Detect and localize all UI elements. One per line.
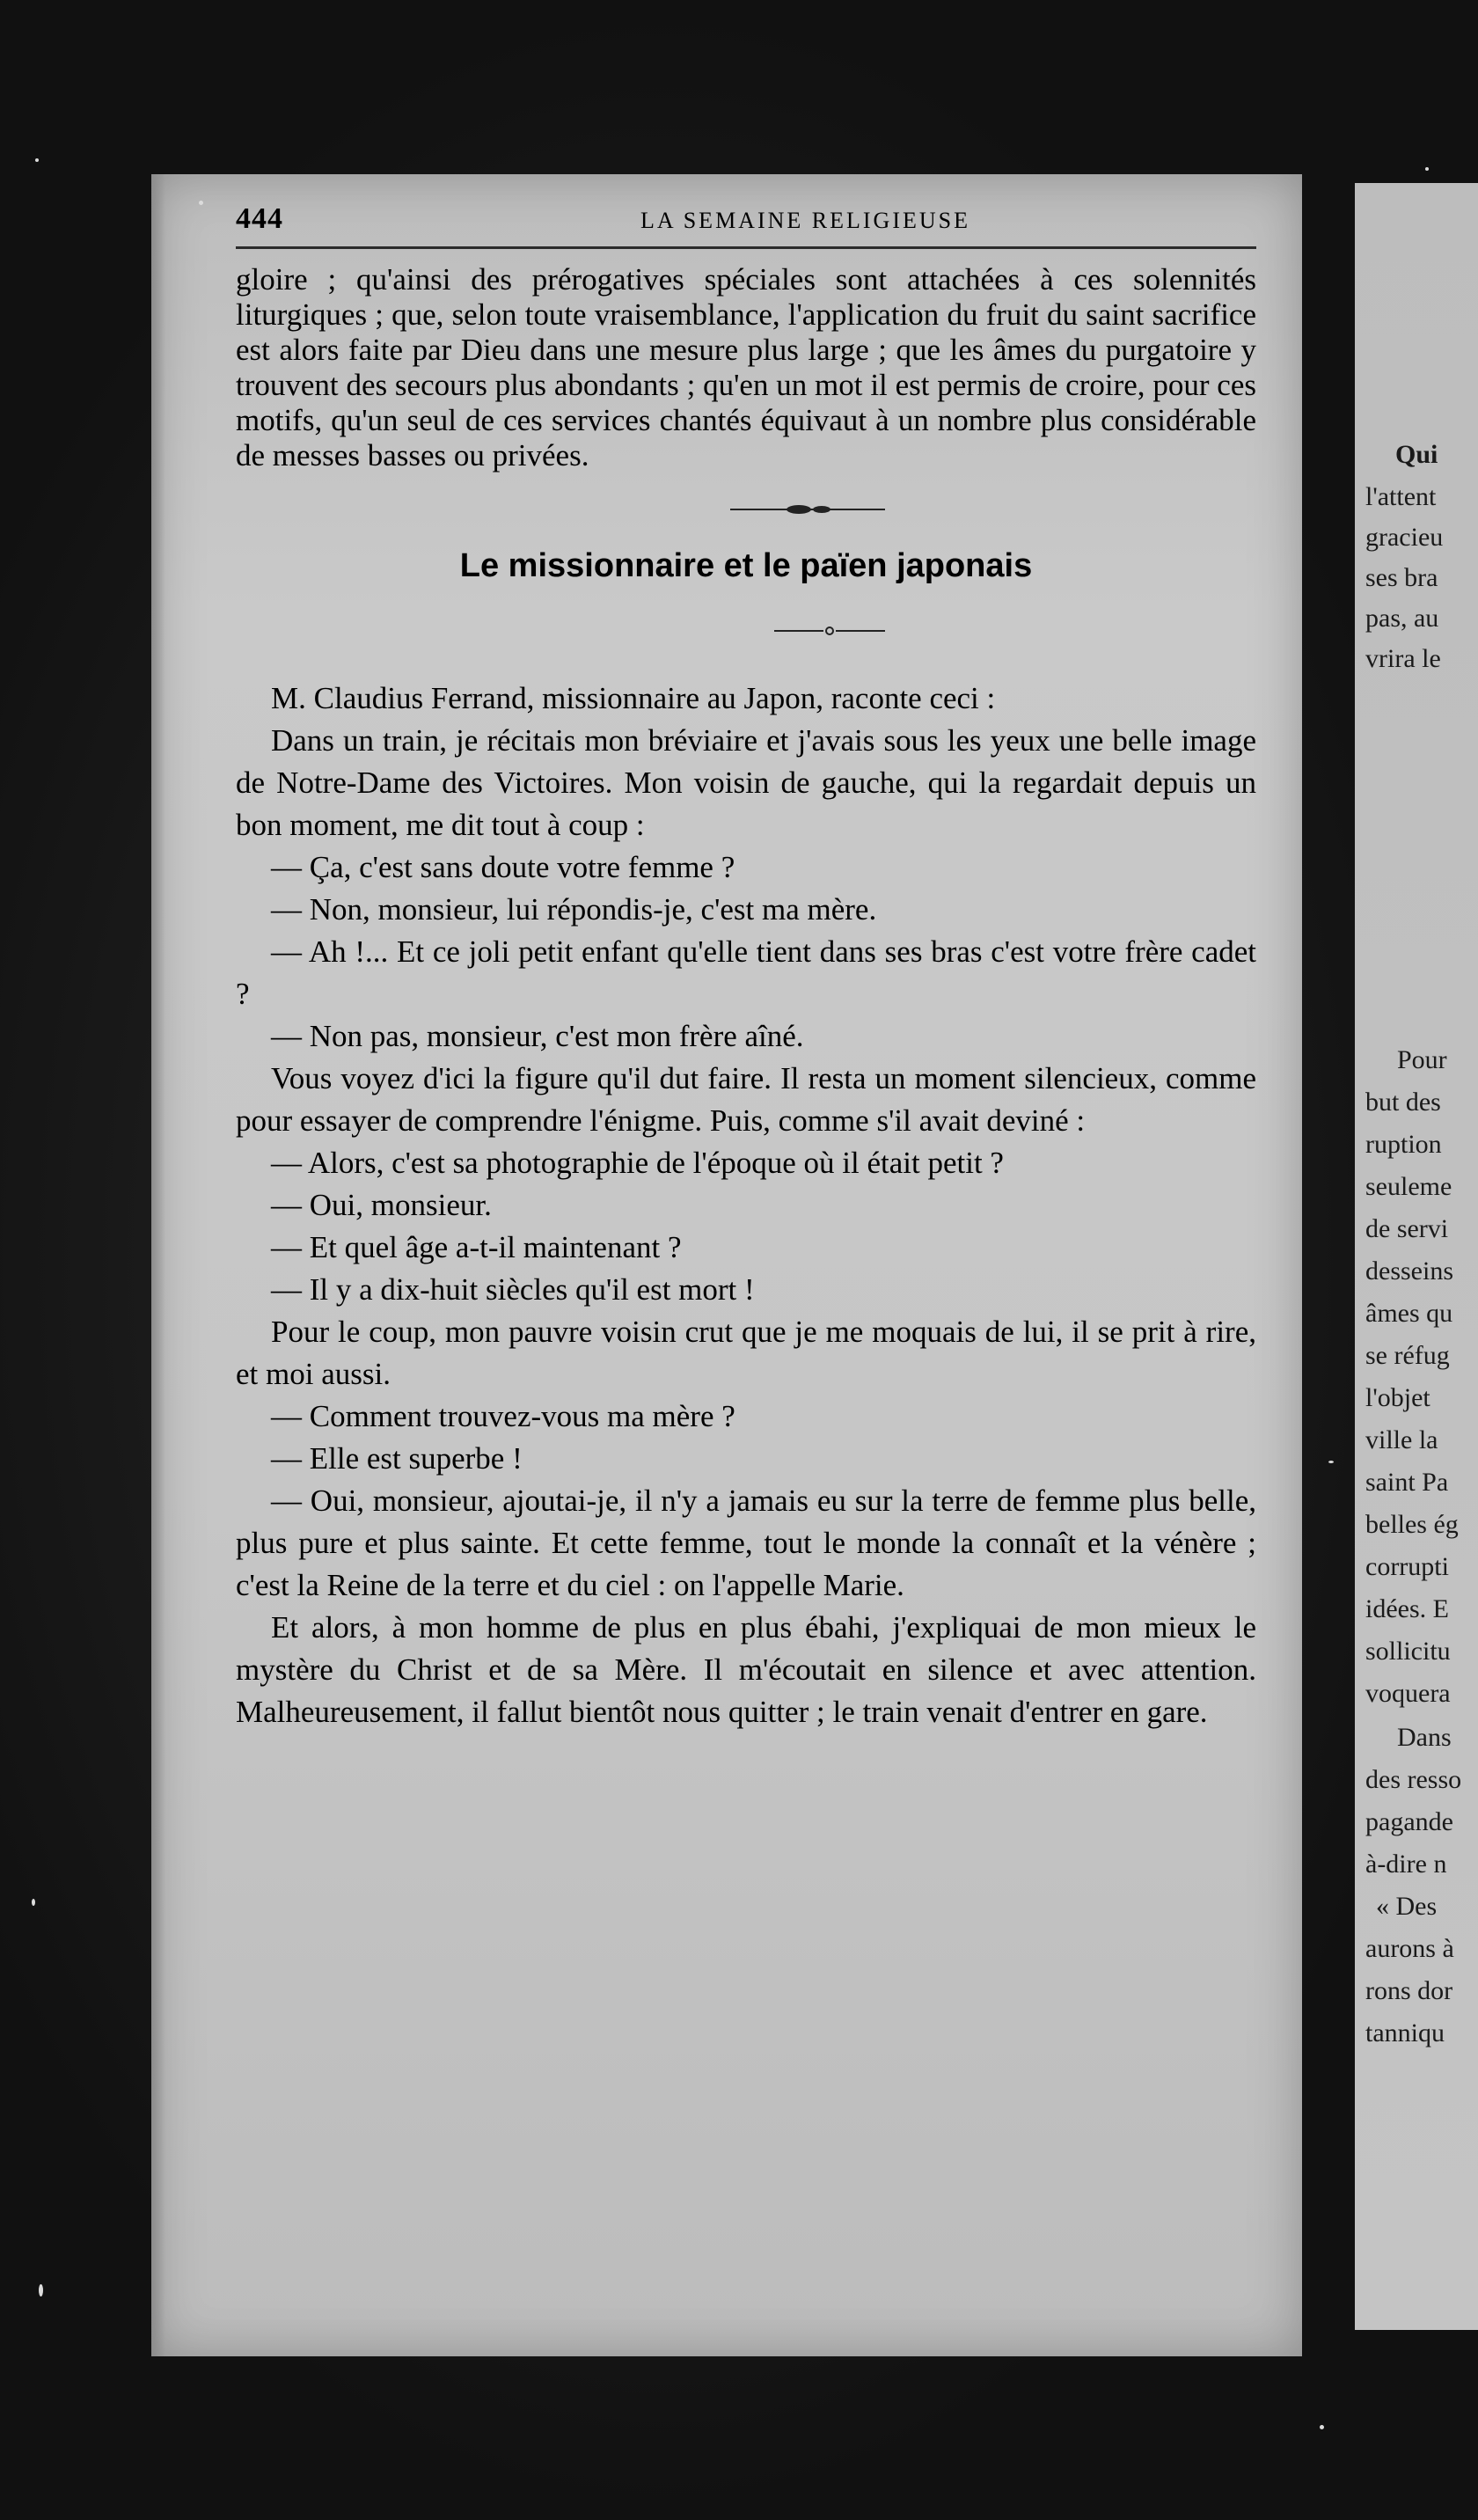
adjacent-fragment: saint Pa bbox=[1365, 1468, 1449, 1497]
adjacent-fragment: desseins bbox=[1365, 1256, 1453, 1286]
paragraph: Vous voyez d'ici la figure qu'il dut faire. Il resta un moment silencieux, comme pour essayer de comprendre l'énigme. Puis, comme s'il avait deviné : bbox=[236, 1061, 1256, 1138]
adjacent-fragment: Pour bbox=[1397, 1045, 1447, 1074]
section-title: Le missionnaire et le païen japonais bbox=[459, 547, 1033, 584]
adjacent-fragment: sollicitu bbox=[1365, 1637, 1451, 1666]
dialogue-line: — Alors, c'est sa photographie de l'époque où il était petit ? bbox=[271, 1146, 1004, 1180]
adjacent-fragment: vrira le bbox=[1365, 644, 1441, 673]
adjacent-fragment: l'objet bbox=[1365, 1383, 1430, 1412]
adjacent-fragment: seuleme bbox=[1365, 1172, 1452, 1201]
dialogue-line: — Oui, monsieur, ajoutai-je, il n'y a jamais eu sur la terre de femme plus belle, plus pure et plus sainte. Et cette femme, tout le monde la connaît et la vénère ; c'est la Reine de la terre et du ciel : on l'appelle Marie. bbox=[236, 1483, 1256, 1602]
adjacent-fragment: rons dor bbox=[1365, 1976, 1453, 2005]
dialogue-line: — Oui, monsieur. bbox=[271, 1188, 492, 1222]
adjacent-fragment: tanniqu bbox=[1365, 2018, 1445, 2048]
adjacent-fragment: but des bbox=[1365, 1088, 1441, 1117]
adjacent-fragment: pagande bbox=[1365, 1807, 1453, 1836]
adjacent-fragment: l'attent bbox=[1365, 482, 1437, 511]
adjacent-fragment: voquera bbox=[1365, 1679, 1451, 1708]
adjacent-fragment: Dans bbox=[1397, 1723, 1452, 1752]
dialogue-line: — Ça, c'est sans doute votre femme ? bbox=[271, 850, 735, 884]
paragraph: gloire ; qu'ainsi des prérogatives spéciales sont attachées à ces solennités liturgiques ; que, selon toute vraisemblance, l'application du fruit du saint sacrifice est alors faite par Dieu dans une mesure plus large ; que les âmes du purgatoire y trouvent des secours plus abondants ; qu'en un mot il est permis de croire, pour ces motifs, qu'un seul de ces services chantés équivaut à un nombre plus considérable de messes basses ou privées. bbox=[236, 262, 1256, 472]
running-title: LA SEMAINE RELIGIEUSE bbox=[640, 208, 970, 233]
dialogue-line: — Non pas, monsieur, c'est mon frère aîné. bbox=[271, 1019, 804, 1053]
adjacent-fragment: aurons à bbox=[1365, 1934, 1454, 1963]
paragraph: Dans un train, je récitais mon bréviaire et j'avais sous les yeux une belle image de Notre-Dame des Victoires. Mon voisin de gauche, qui la regardait depuis un bon moment, me dit tout à coup : bbox=[236, 723, 1256, 842]
adjacent-fragment: de servi bbox=[1365, 1214, 1449, 1243]
adjacent-fragment: ses bra bbox=[1365, 563, 1438, 592]
story-text bbox=[236, 678, 1256, 1733]
adjacent-fragment: pas, au bbox=[1365, 604, 1439, 633]
paragraph: M. Claudius Ferrand, missionnaire au Japon, raconte ceci : bbox=[271, 681, 996, 715]
adjacent-fragment: belles ég bbox=[1365, 1510, 1459, 1539]
adjacent-fragment: à-dire n bbox=[1365, 1850, 1447, 1879]
adjacent-fragment: ville la bbox=[1365, 1425, 1438, 1454]
paragraph: Et alors, à mon homme de plus en plus ébahi, j'expliquai de mon mieux le mystère du Christ et de sa Mère. Il m'écoutait en silence et avec attention. Malheureusement, il fallut bientôt nous quitter ; le train venait d'entrer en gare. bbox=[236, 1610, 1256, 1729]
page-header bbox=[236, 195, 1256, 245]
dialogue-line: — Comment trouvez-vous ma mère ? bbox=[271, 1399, 735, 1433]
dialogue-line: — Et quel âge a-t-il maintenant ? bbox=[271, 1230, 682, 1264]
ornament-divider bbox=[730, 503, 885, 516]
adjacent-fragment: idées. E bbox=[1365, 1594, 1449, 1623]
adjacent-page bbox=[1355, 183, 1478, 2330]
adjacent-fragment: Qui bbox=[1395, 440, 1438, 469]
adjacent-fragment: âmes qu bbox=[1365, 1299, 1453, 1328]
dialogue-line: — Il y a dix-huit siècles qu'il est mort ! bbox=[271, 1272, 755, 1307]
adjacent-fragment: gracieu bbox=[1365, 523, 1444, 552]
continuation-text bbox=[236, 262, 1256, 473]
header-rule bbox=[236, 246, 1256, 249]
adjacent-fragment: corrupti bbox=[1365, 1552, 1449, 1581]
page-number: 444 bbox=[236, 202, 283, 235]
dialogue-line: — Elle est superbe ! bbox=[271, 1441, 523, 1476]
adjacent-fragment: ruption bbox=[1365, 1130, 1442, 1159]
adjacent-fragment: se réfug bbox=[1365, 1341, 1450, 1370]
dialogue-line: — Non, monsieur, lui répondis-je, c'est ma mère. bbox=[271, 892, 877, 927]
adjacent-fragment: « Des bbox=[1376, 1892, 1438, 1921]
dialogue-line: — Ah !... Et ce joli petit enfant qu'elle tient dans ses bras c'est votre frère cadet ? bbox=[236, 934, 1256, 1011]
paragraph: Pour le coup, mon pauvre voisin crut que je me moquais de lui, il se prit à rire, et moi aussi. bbox=[236, 1315, 1256, 1391]
adjacent-fragment: des resso bbox=[1365, 1765, 1462, 1794]
small-divider bbox=[774, 625, 885, 637]
